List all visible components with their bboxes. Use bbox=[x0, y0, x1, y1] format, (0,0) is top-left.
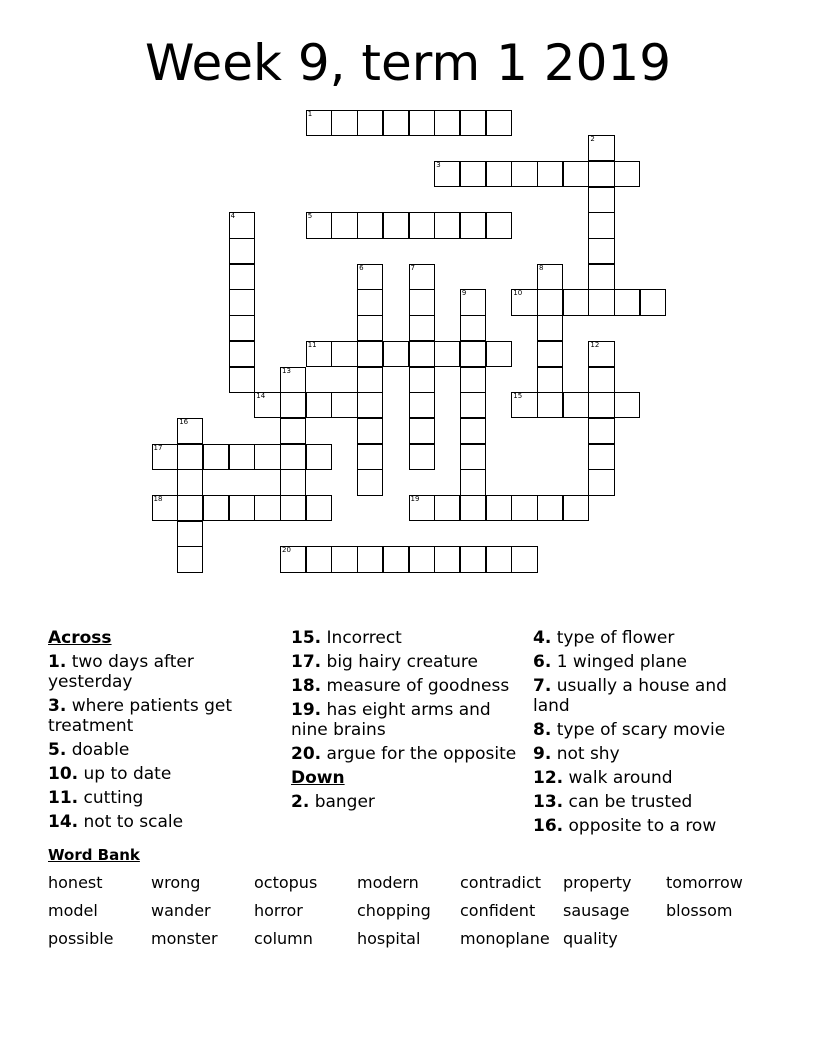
crossword-cell[interactable] bbox=[383, 110, 409, 136]
word-bank-word: sausage bbox=[563, 901, 630, 920]
crossword-cell[interactable] bbox=[486, 110, 512, 136]
crossword-cell[interactable] bbox=[331, 341, 357, 367]
crossword-cell[interactable] bbox=[588, 289, 614, 315]
cell-number: 12 bbox=[590, 340, 600, 349]
crossword-cell[interactable] bbox=[254, 444, 280, 470]
crossword-cell[interactable] bbox=[511, 392, 537, 418]
word-bank-word: modern bbox=[357, 873, 419, 892]
crossword-cell[interactable] bbox=[383, 212, 409, 238]
word-bank-word: column bbox=[254, 929, 313, 948]
crossword-cell[interactable] bbox=[460, 418, 486, 444]
clue-down-7: 7. usually a house and land bbox=[533, 676, 727, 716]
crossword-cell[interactable] bbox=[331, 546, 357, 572]
crossword-cell[interactable] bbox=[537, 315, 563, 341]
crossword-cell[interactable] bbox=[537, 367, 563, 393]
crossword-cell[interactable] bbox=[434, 212, 460, 238]
crossword-cell[interactable] bbox=[306, 444, 332, 470]
word-bank-word: property bbox=[563, 873, 632, 892]
crossword-cell[interactable] bbox=[177, 521, 203, 547]
clue-down-16: 16. opposite to a row bbox=[533, 816, 717, 836]
crossword-cell[interactable] bbox=[229, 238, 255, 264]
crossword-cell[interactable] bbox=[486, 341, 512, 367]
crossword-cell[interactable] bbox=[588, 444, 614, 470]
clue-across-17: 17. big hairy creature bbox=[291, 652, 478, 672]
crossword-cell[interactable] bbox=[280, 444, 306, 470]
crossword-cell[interactable] bbox=[409, 212, 435, 238]
crossword-cell[interactable] bbox=[357, 418, 383, 444]
crossword-cell[interactable] bbox=[563, 392, 589, 418]
crossword-cell[interactable] bbox=[588, 187, 614, 213]
crossword-cell[interactable] bbox=[460, 315, 486, 341]
cell-number: 8 bbox=[539, 263, 544, 272]
cell-number: 2 bbox=[590, 135, 595, 144]
crossword-cell[interactable] bbox=[537, 161, 563, 187]
word-bank-word: octopus bbox=[254, 873, 318, 892]
crossword-cell[interactable] bbox=[152, 495, 178, 521]
word-bank-word: contradict bbox=[460, 873, 542, 892]
clue-down-2: 2. banger bbox=[291, 792, 375, 812]
crossword-cell[interactable] bbox=[383, 546, 409, 572]
word-bank-word: monoplane bbox=[460, 929, 550, 948]
cell-number: 4 bbox=[230, 212, 236, 221]
crossword-cell[interactable] bbox=[280, 469, 306, 495]
cell-number: 3 bbox=[436, 160, 441, 169]
cell-number: 17 bbox=[153, 443, 163, 452]
crossword-cell[interactable] bbox=[177, 469, 203, 495]
crossword-cell[interactable] bbox=[486, 495, 512, 521]
word-bank-word: quality bbox=[563, 929, 618, 948]
crossword-cell[interactable] bbox=[460, 289, 486, 315]
crossword-cell[interactable] bbox=[306, 495, 332, 521]
word-bank-word: monster bbox=[151, 929, 218, 948]
crossword-cell[interactable] bbox=[409, 418, 435, 444]
crossword-cell[interactable] bbox=[331, 392, 357, 418]
crossword-cell[interactable] bbox=[306, 212, 332, 238]
word-bank-word: blossom bbox=[666, 901, 733, 920]
crossword-cell[interactable] bbox=[254, 495, 280, 521]
cell-number: 14 bbox=[256, 392, 266, 401]
clues-column-1 bbox=[48, 628, 273, 836]
crossword-cell[interactable] bbox=[203, 495, 229, 521]
crossword-cell[interactable] bbox=[563, 495, 589, 521]
crossword-cell[interactable] bbox=[409, 546, 435, 572]
crossword-cell[interactable] bbox=[306, 546, 332, 572]
crossword-cell[interactable] bbox=[588, 367, 614, 393]
crossword-cell[interactable] bbox=[357, 212, 383, 238]
word-bank-word: honest bbox=[48, 873, 103, 892]
crossword-cell[interactable] bbox=[460, 495, 486, 521]
word-bank-word: horror bbox=[254, 901, 303, 920]
cell-number: 9 bbox=[461, 289, 467, 298]
crossword-cell[interactable] bbox=[434, 161, 460, 187]
clue-across-19: 19. has eight arms and nine brains bbox=[291, 700, 491, 740]
crossword-cell[interactable] bbox=[357, 444, 383, 470]
clue-down-8: 8. type of scary movie bbox=[533, 720, 726, 740]
crossword-cell[interactable] bbox=[588, 212, 614, 238]
crossword-cell[interactable] bbox=[331, 212, 357, 238]
crossword-cell[interactable] bbox=[460, 392, 486, 418]
clue-down-9: 9. not shy bbox=[533, 744, 620, 764]
clues-column-3 bbox=[533, 628, 763, 840]
clue-down-4: 4. type of flower bbox=[533, 628, 675, 648]
clue-down-12: 12. walk around bbox=[533, 768, 673, 788]
crossword-cell[interactable] bbox=[409, 315, 435, 341]
crossword-cell[interactable] bbox=[229, 341, 255, 367]
crossword-cell[interactable] bbox=[280, 418, 306, 444]
clue-across-1: 1. two days after yesterday bbox=[48, 652, 194, 692]
word-bank-word: tomorrow bbox=[666, 873, 743, 892]
crossword-cell[interactable] bbox=[588, 341, 614, 367]
crossword-cell[interactable] bbox=[306, 110, 332, 136]
clue-across-18: 18. measure of goodness bbox=[291, 676, 510, 696]
word-bank-word: wrong bbox=[151, 873, 201, 892]
cell-number: 19 bbox=[410, 495, 420, 503]
crossword-cell[interactable] bbox=[409, 367, 435, 393]
clue-across-3: 3. where patients get treatment bbox=[48, 696, 232, 736]
crossword-cell[interactable] bbox=[588, 238, 614, 264]
crossword-cell[interactable] bbox=[460, 161, 486, 187]
crossword-cell[interactable] bbox=[614, 289, 640, 315]
word-bank-title: Word Bank bbox=[48, 846, 140, 864]
crossword-cell[interactable] bbox=[614, 392, 640, 418]
crossword-cell[interactable] bbox=[229, 444, 255, 470]
crossword-cell[interactable] bbox=[280, 495, 306, 521]
crossword-cell[interactable] bbox=[280, 546, 306, 572]
cell-number: 16 bbox=[179, 417, 189, 426]
crossword-cell[interactable] bbox=[588, 161, 614, 187]
crossword-cell[interactable] bbox=[331, 110, 357, 136]
crossword-cell[interactable] bbox=[511, 495, 537, 521]
crossword-cell[interactable] bbox=[640, 289, 666, 315]
page-title: Week 9, term 1 2019 bbox=[144, 34, 672, 92]
crossword-cell[interactable] bbox=[434, 495, 460, 521]
cell-number: 20 bbox=[282, 546, 291, 555]
crossword-cell[interactable] bbox=[537, 289, 563, 315]
clue-across-5: 5. doable bbox=[48, 740, 130, 760]
crossword-cell[interactable] bbox=[357, 315, 383, 341]
cell-number: 13 bbox=[282, 366, 291, 375]
crossword-cell[interactable] bbox=[460, 469, 486, 495]
crossword-cell[interactable] bbox=[409, 110, 435, 136]
crossword-cell[interactable] bbox=[280, 367, 306, 393]
crossword-cell[interactable] bbox=[306, 341, 332, 367]
crossword-cell[interactable] bbox=[537, 341, 563, 367]
crossword-cell[interactable] bbox=[357, 392, 383, 418]
clue-down-6: 6. 1 winged plane bbox=[533, 652, 687, 672]
crossword-cell[interactable] bbox=[229, 315, 255, 341]
cell-number: 15 bbox=[513, 392, 523, 401]
crossword-cell[interactable] bbox=[357, 110, 383, 136]
word-bank-word: model bbox=[48, 901, 98, 920]
crossword-cell[interactable] bbox=[177, 418, 203, 444]
cell-number: 1 bbox=[307, 109, 313, 118]
crossword-cell[interactable] bbox=[203, 444, 229, 470]
crossword-cell[interactable] bbox=[563, 161, 589, 187]
crossword-cell[interactable] bbox=[177, 495, 203, 521]
cell-number: 18 bbox=[153, 495, 163, 503]
crossword-cell[interactable] bbox=[306, 392, 332, 418]
crossword-cell[interactable] bbox=[357, 264, 383, 290]
crossword-cell[interactable] bbox=[460, 110, 486, 136]
cell-number: 7 bbox=[410, 263, 415, 272]
crossword-cell[interactable] bbox=[460, 212, 486, 238]
crossword-cell[interactable] bbox=[537, 392, 563, 418]
crossword-cell[interactable] bbox=[588, 418, 614, 444]
cell-number: 11 bbox=[307, 340, 317, 349]
word-bank-word: chopping bbox=[357, 901, 431, 920]
crossword-cell[interactable] bbox=[511, 546, 537, 572]
crossword-cell[interactable] bbox=[614, 161, 640, 187]
crossword-cell[interactable] bbox=[357, 367, 383, 393]
cell-number: 6 bbox=[359, 263, 364, 272]
crossword-cell[interactable] bbox=[357, 469, 383, 495]
crossword-cell[interactable] bbox=[537, 264, 563, 290]
down-header: Down bbox=[291, 768, 345, 788]
crossword-cell[interactable] bbox=[486, 546, 512, 572]
clue-down-13: 13. can be trusted bbox=[533, 792, 693, 812]
crossword-cell[interactable] bbox=[409, 392, 435, 418]
crossword-cell[interactable] bbox=[357, 341, 383, 367]
crossword-cell[interactable] bbox=[229, 264, 255, 290]
crossword-cell[interactable] bbox=[588, 392, 614, 418]
crossword-cell[interactable] bbox=[511, 289, 537, 315]
crossword-cell[interactable] bbox=[563, 289, 589, 315]
crossword-cell[interactable] bbox=[409, 495, 435, 521]
crossword-cell[interactable] bbox=[357, 546, 383, 572]
word-bank-word: confident bbox=[460, 901, 536, 920]
crossword-cell[interactable] bbox=[254, 392, 280, 418]
crossword-cell[interactable] bbox=[152, 444, 178, 470]
crossword-cell[interactable] bbox=[434, 341, 460, 367]
crossword-cell[interactable] bbox=[409, 289, 435, 315]
crossword-cell[interactable] bbox=[460, 546, 486, 572]
crossword-cell[interactable] bbox=[588, 135, 614, 161]
word-bank-word: hospital bbox=[357, 929, 421, 948]
crossword-cell[interactable] bbox=[409, 264, 435, 290]
crossword-cell[interactable] bbox=[460, 341, 486, 367]
crossword-cell[interactable] bbox=[486, 212, 512, 238]
crossword-cell[interactable] bbox=[588, 264, 614, 290]
cell-number: 10 bbox=[513, 289, 523, 298]
word-bank-word: possible bbox=[48, 929, 114, 948]
crossword-cell[interactable] bbox=[229, 212, 255, 238]
clue-across-20: 20. argue for the opposite bbox=[291, 744, 517, 764]
crossword-cell[interactable] bbox=[229, 495, 255, 521]
crossword-cell[interactable] bbox=[511, 161, 537, 187]
crossword-cell[interactable] bbox=[486, 161, 512, 187]
crossword-cell[interactable] bbox=[280, 392, 306, 418]
crossword-cell[interactable] bbox=[460, 444, 486, 470]
crossword-cell[interactable] bbox=[357, 289, 383, 315]
word-bank-word: wander bbox=[151, 901, 211, 920]
crossword-cell[interactable] bbox=[434, 546, 460, 572]
cell-number: 5 bbox=[307, 212, 313, 221]
crossword-cell[interactable] bbox=[409, 444, 435, 470]
crossword-cell[interactable] bbox=[460, 367, 486, 393]
clue-across-15: 15. Incorrect bbox=[291, 628, 402, 648]
clue-across-10: 10. up to date bbox=[48, 764, 172, 784]
crossword-cell[interactable] bbox=[177, 444, 203, 470]
crossword-cell[interactable] bbox=[383, 341, 409, 367]
across-header: Across bbox=[48, 628, 112, 648]
crossword-cell[interactable] bbox=[229, 289, 255, 315]
crossword-cell[interactable] bbox=[229, 367, 255, 393]
crossword-cell[interactable] bbox=[409, 341, 435, 367]
crossword-cell[interactable] bbox=[177, 546, 203, 572]
clues-column-2 bbox=[291, 628, 521, 816]
crossword-cell[interactable] bbox=[537, 495, 563, 521]
clue-across-11: 11. cutting bbox=[48, 788, 144, 808]
crossword-cell[interactable] bbox=[434, 110, 460, 136]
clue-across-14: 14. not to scale bbox=[48, 812, 184, 832]
crossword-cell[interactable] bbox=[588, 469, 614, 495]
